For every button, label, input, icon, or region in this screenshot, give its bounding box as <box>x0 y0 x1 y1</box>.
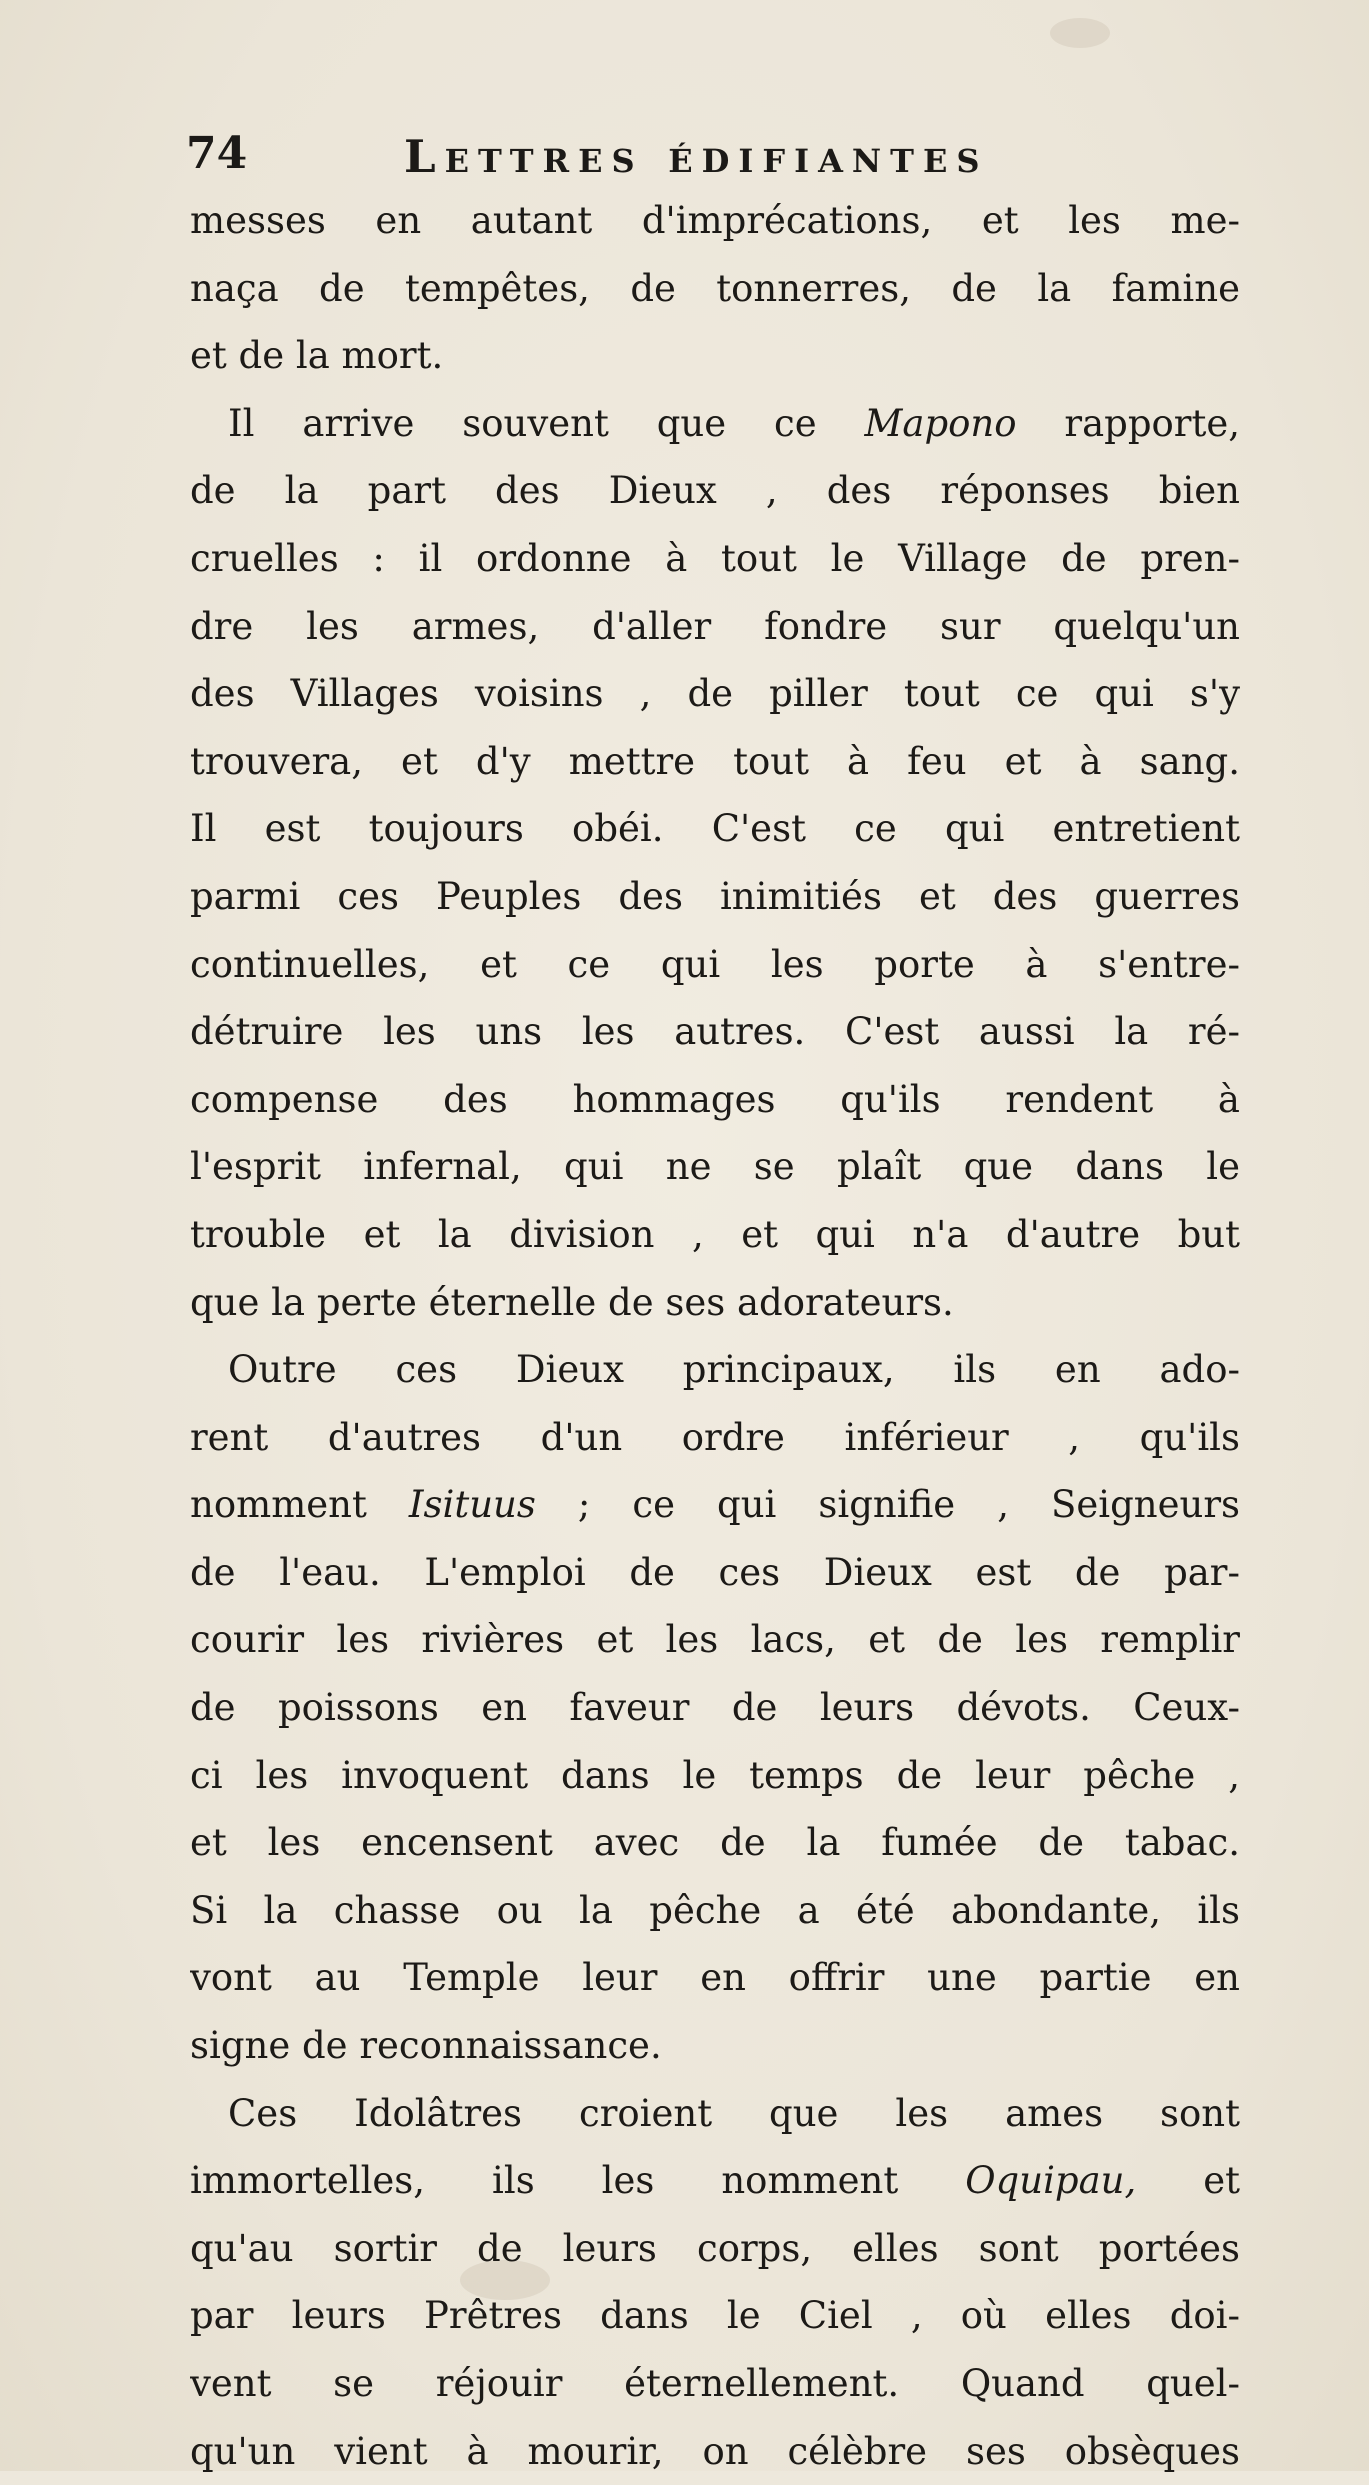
text-line: trouvera, et d'y mettre tout à feu et à sang. <box>190 739 1240 783</box>
text-line: qu'un vient à mourir, on célèbre ses obsèques <box>190 2429 1240 2473</box>
page-header <box>176 128 1236 188</box>
text-line <box>190 390 1240 458</box>
text-line: de l'eau. L'emploi de ces Dieux est de par- <box>190 1550 1240 1594</box>
text-line: par leurs Prêtres dans le Ciel , où elles doi- <box>190 2294 1240 2338</box>
text-segment: rapporte, <box>1016 401 1240 445</box>
text-line: de poissons en faveur de leurs dévots. Ceux- <box>190 1686 1240 1730</box>
text-line: ci les invoquent dans le temps de leur pêche , <box>190 1753 1240 1797</box>
text-line: Outre ces Dieux principaux, ils en ado- <box>228 1348 1240 1392</box>
running-title: Lettres édifiantes <box>404 130 989 183</box>
text-line: compense des hommages qu'ils rendent à <box>190 1077 1240 1121</box>
text-segment: Il arrive souvent que ce <box>228 401 865 445</box>
text-line: de la part des Dieux , des réponses bien <box>190 469 1240 513</box>
text-line: naça de tempêtes, de tonnerres, de la famine <box>190 266 1240 310</box>
text-line: rent d'autres d'un ordre inférieur , qu'ils <box>190 1415 1240 1459</box>
text-line: dre les armes, d'aller fondre sur quelqu'un <box>190 604 1240 648</box>
text-segment: ; ce qui signifie , Seigneurs <box>535 1483 1240 1527</box>
text-line: et les encensent avec de la fumée de tabac. <box>190 1821 1240 1865</box>
text-line: Il est toujours obéi. C'est ce qui entretient <box>190 807 1240 851</box>
text-line: parmi ces Peuples des inimitiés et des guerres <box>190 874 1240 918</box>
text-line: Si la chasse ou la pêche a été abondante, ils <box>190 1888 1240 1932</box>
text-line <box>190 1471 1240 1539</box>
paper-stain <box>1050 18 1110 48</box>
text-line: cruelles : il ordonne à tout le Village de pren- <box>190 536 1240 580</box>
text-line: Ces Idolâtres croient que les ames sont <box>228 2091 1240 2135</box>
text-line: détruire les uns les autres. C'est aussi la ré- <box>190 1010 1240 1054</box>
text-segment: nomment <box>190 1483 409 1527</box>
italic-term: Oquipau, <box>965 2159 1137 2203</box>
text-line: continuelles, et ce qui les porte à s'entre- <box>190 942 1240 986</box>
text-line: qu'au sortir de leurs corps, elles sont portées <box>190 2226 1240 2270</box>
text-line <box>190 2147 1240 2215</box>
text-line: signe de reconnaissance. <box>190 2024 662 2068</box>
italic-term: Mapono <box>864 401 1017 445</box>
text-line: l'esprit infernal, qui ne se plaît que dans le <box>190 1145 1240 1189</box>
text-line: que la perte éternelle de ses adorateurs. <box>190 1280 954 1324</box>
text-line: vont au Temple leur en offrir une partie en <box>190 1956 1240 2000</box>
text-line: courir les rivières et les lacs, et de les remplir <box>190 1618 1240 1662</box>
text-line: messes en autant d'imprécations, et les me- <box>190 199 1240 242</box>
text-line: des Villages voisins , de piller tout ce qui s'y <box>190 672 1240 716</box>
body-text <box>190 187 1240 2485</box>
text-line: trouble et la division , et qui n'a d'autre but <box>190 1212 1240 1256</box>
text-line: vent se réjouir éternellement. Quand quel- <box>190 2362 1240 2405</box>
page-number: 74 <box>186 128 248 179</box>
text-segment: et <box>1136 2159 1240 2203</box>
text-segment: immortelles, ils les nomment <box>190 2159 966 2203</box>
text-line: et de la mort. <box>190 334 444 378</box>
italic-term: Isituus <box>408 1483 536 1527</box>
